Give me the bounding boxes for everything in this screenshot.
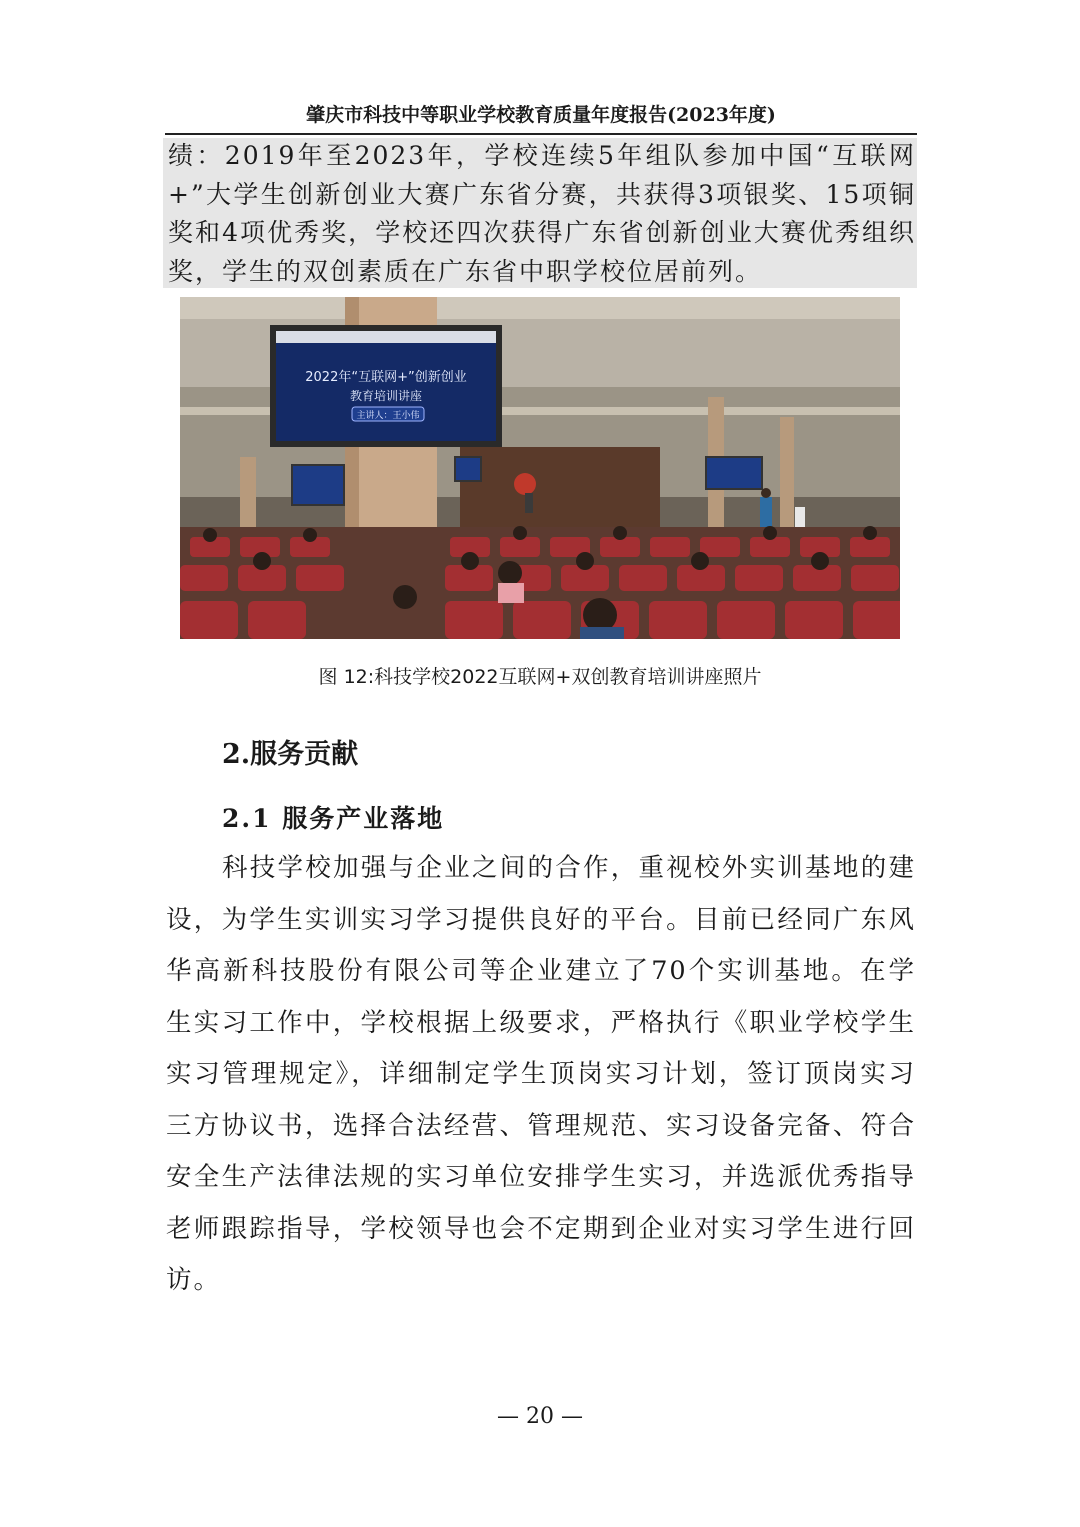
highlight-paragraph: 绩：2019年至2023年，学校连续5年组队参加中国“互联网+”大学生创新创业大赛广东省分赛，共获得3项银奖、15项铜奖和4项优秀奖，学校还四次获得广东省创新创业大赛优秀组织奖，学生的双创素质在广东省中职学校位居前列。 bbox=[168, 141, 916, 286]
section-heading: 2.服务贡献 bbox=[222, 739, 359, 770]
lecture-photo bbox=[180, 297, 900, 639]
page-header: 肇庆市科技中等职业学校教育质量年度报告(2023年度) bbox=[165, 100, 917, 135]
subsection-heading: 2.1 服务产业落地 bbox=[222, 804, 445, 833]
screen-title: 2022年“互联网+”创新创业 bbox=[305, 370, 467, 385]
screen-subtitle: 教育培训讲座 bbox=[349, 389, 423, 403]
screen-speaker: 主讲人：王小伟 bbox=[356, 411, 420, 421]
page-number: — 20 — bbox=[497, 1404, 583, 1429]
figure-caption: 图 12:科技学校2022互联网+双创教育培训讲座照片 bbox=[318, 666, 762, 688]
body-paragraph: 科技学校加强与企业之间的合作，重视校外实训基地的建设，为学生实训实习学习提供良好的平台。目前已经同广东风华高新科技股份有限公司等企业建立了70个实训基地。在学生实习工作中，学校根据上级要求，严格执行《职业学校学生实习管理规定》，详细制定学生顶岗实习计划，签订顶岗实习三方协议书，选择合法经营、管理规范、实习设备完备、符合安全生产法律法规的实习单位安排学生实习，并选派优秀指导老师跟踪指导，学校领导也会不定期到企业对实习学生进行回访。 bbox=[166, 853, 916, 1295]
